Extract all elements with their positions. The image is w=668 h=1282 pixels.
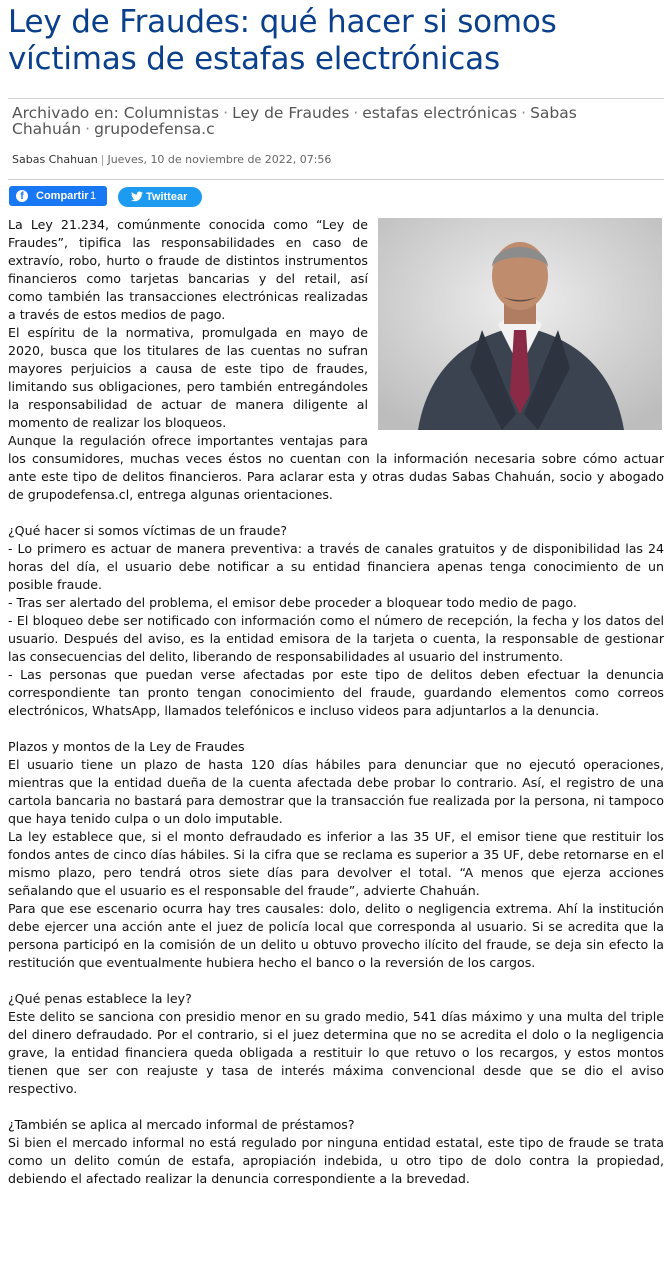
facebook-share-label: Compartir <box>36 190 89 202</box>
paragraph-spacer <box>8 972 664 990</box>
author-name: Sabas Chahuan <box>12 153 98 166</box>
paragraph: Este delito se sanciona con presidio menor en su grado medio, 541 días máximo y una multa del triple del dinero defraudado. Por el contrario, si el juez determina que no se acredita el dolo o la negligencia grave, la entidad financiera queda obligada a restituir lo que retuvo o los recargos, y estos montos tienen que ser con reajuste y tasa de interés máxima convencional desde que se dio el aviso respectivo. <box>8 1009 664 1096</box>
archive-label: Archivado en: <box>12 104 119 122</box>
tag-separator: · <box>353 104 359 122</box>
author-photo <box>378 218 662 430</box>
paragraph: La Ley 21.234, comúnmente conocida como “Ley de Fraudes”, tipifica las responsabilidades en caso de extravío, robo, hurto o fraude de distintos instrumentos financieros como tarjetas bancarias y del retail, así como también las transacciones electrónicas realizadas a través de estos medios de pago. <box>8 217 368 322</box>
paragraph: Aunque la regulación ofrece importantes ventajas para los consumidores, muchas veces éstos no cuentan con la información necesaria sobre cómo actuar ante este tipo de delitos financieros. Para aclarar esta y otras dudas Sabas Chahuán, socio y abogado de grupodefensa.cl, entrega algunas orientaciones. <box>8 433 664 502</box>
paragraph: La ley establece que, si el monto defraudado es inferior a las 35 UF, el emisor tiene que restituir los fondos antes de cinco días hábiles. Si la cifra que se reclama es superior a 35 UF, debe retornarse en el mismo plazo, pero tendrá otros siete días para devolver el total. “A menos que ejerza acciones señalando que el usuario es el responsable del fraude”, advierte Chahuán. <box>8 829 664 898</box>
tag-link-grupodefensa[interactable]: grupodefensa.c <box>94 120 215 138</box>
article-title: Ley de Fraudes: qué hacer si somos víctimas de estafas electrónicas <box>8 4 557 77</box>
section-heading: ¿También se aplica al mercado informal de préstamos? <box>8 1117 355 1132</box>
facebook-share-button[interactable] <box>9 186 107 206</box>
paragraph-spacer <box>8 720 664 738</box>
facebook-icon: f <box>16 190 28 202</box>
divider <box>8 179 664 180</box>
article-body <box>8 216 664 1188</box>
paragraph: - Las personas que puedan verse afectadas por este tipo de delitos deben efectuar la denuncia correspondiente tan pronto tengan conocimiento del fraude, guardando elementos como correos electrónicos, WhatsApp, llamados telefónicos e incluso videos para adjuntarlos a la denuncia. <box>8 667 664 718</box>
byline <box>8 153 664 167</box>
tag-link-estafas-electronicas[interactable]: estafas electrónicas <box>362 104 518 122</box>
archive-tags <box>8 98 664 137</box>
share-bar <box>8 186 664 208</box>
paragraph: - Tras ser alertado del problema, el emisor debe proceder a bloquear todo medio de pago. <box>8 595 577 610</box>
facebook-share-count: 1 <box>90 190 97 202</box>
twitter-share-label: Twittear <box>146 191 188 203</box>
section-heading: ¿Qué hacer si somos víctimas de un fraude? <box>8 523 288 538</box>
paragraph: El usuario tiene un plazo de hasta 120 días hábiles para denunciar que no ejecutó operaciones, mientras que la entidad dueña de la cuenta afectada debe probar lo contrario. Así, el registro de una cartola bancaria no bastará para demostrar que la transacción fue realizada por la persona, ni tampoco que haya tenido culpa o un dolo imputable. <box>8 757 664 826</box>
tag-link-columnistas[interactable]: Columnistas <box>123 104 220 122</box>
tag-separator: · <box>223 104 229 122</box>
tag-link-ley-de-fraudes[interactable]: Ley de Fraudes <box>232 104 350 122</box>
publish-date: Jueves, 10 de noviembre de 2022, 07:56 <box>107 153 332 166</box>
section-heading: Plazos y montos de la Ley de Fraudes <box>8 739 245 754</box>
paragraph: Si bien el mercado informal no está regulado por ninguna entidad estatal, este tipo de fraude se trata como un delito común de estafa, apropiación indebida, u otro tipo de dolo contra la propiedad, debiendo el afectado realizar la denuncia correspondiente a la brevedad. <box>8 1135 664 1186</box>
twitter-share-button[interactable] <box>118 187 202 207</box>
paragraph-spacer <box>8 504 664 522</box>
tag-link-sabas-chahuan[interactable]: Sabas Chahuán <box>12 104 577 138</box>
paragraph: - Lo primero es actuar de manera preventiva: a través de canales gratuitos y de disponibilidad las 24 horas del día, el usuario debe notificar a su entidad financiera apenas tenga conocimiento de un posible fraude. <box>8 541 664 592</box>
tag-separator: · <box>521 104 527 122</box>
twitter-bird-icon <box>131 191 143 202</box>
portrait-illustration <box>378 218 662 430</box>
paragraph-spacer <box>8 1098 664 1116</box>
paragraph: - El bloqueo debe ser notificado con información como el número de recepción, la fecha y los datos del usuario. Después del aviso, es la entidad emisora de la tarjeta o cuenta, la responsable de gestionar las consecuencias del delito, liberando de responsabilidades al usuario del instrumento. <box>8 613 664 664</box>
paragraph: El espíritu de la normativa, promulgada en mayo de 2020, busca que los titulares de las cuentas no sufran mayores perjuicios a causa de este tipo de fraudes, limitando sus obligaciones, pero también entregándoles la responsabilidad de actuar de manera diligente al momento de realizar los bloqueos. <box>8 325 368 430</box>
byline-separator: | <box>100 153 105 166</box>
article-page <box>8 0 664 1188</box>
section-heading: ¿Qué penas establece la ley? <box>8 991 192 1006</box>
tag-separator: · <box>85 120 91 138</box>
paragraph: Para que ese escenario ocurra hay tres causales: dolo, delito o negligencia extrema. Ahí la institución debe ejercer una acción ante el juez de policía local que corresponda al usuario. Si se acredita que la persona participó en la comisión de un delito u obtuvo provecho ilícito del fraude, se deja sin efecto la restitución que eventualmente hubiera hecho el banco o la reversión de los cargos. <box>8 901 664 970</box>
